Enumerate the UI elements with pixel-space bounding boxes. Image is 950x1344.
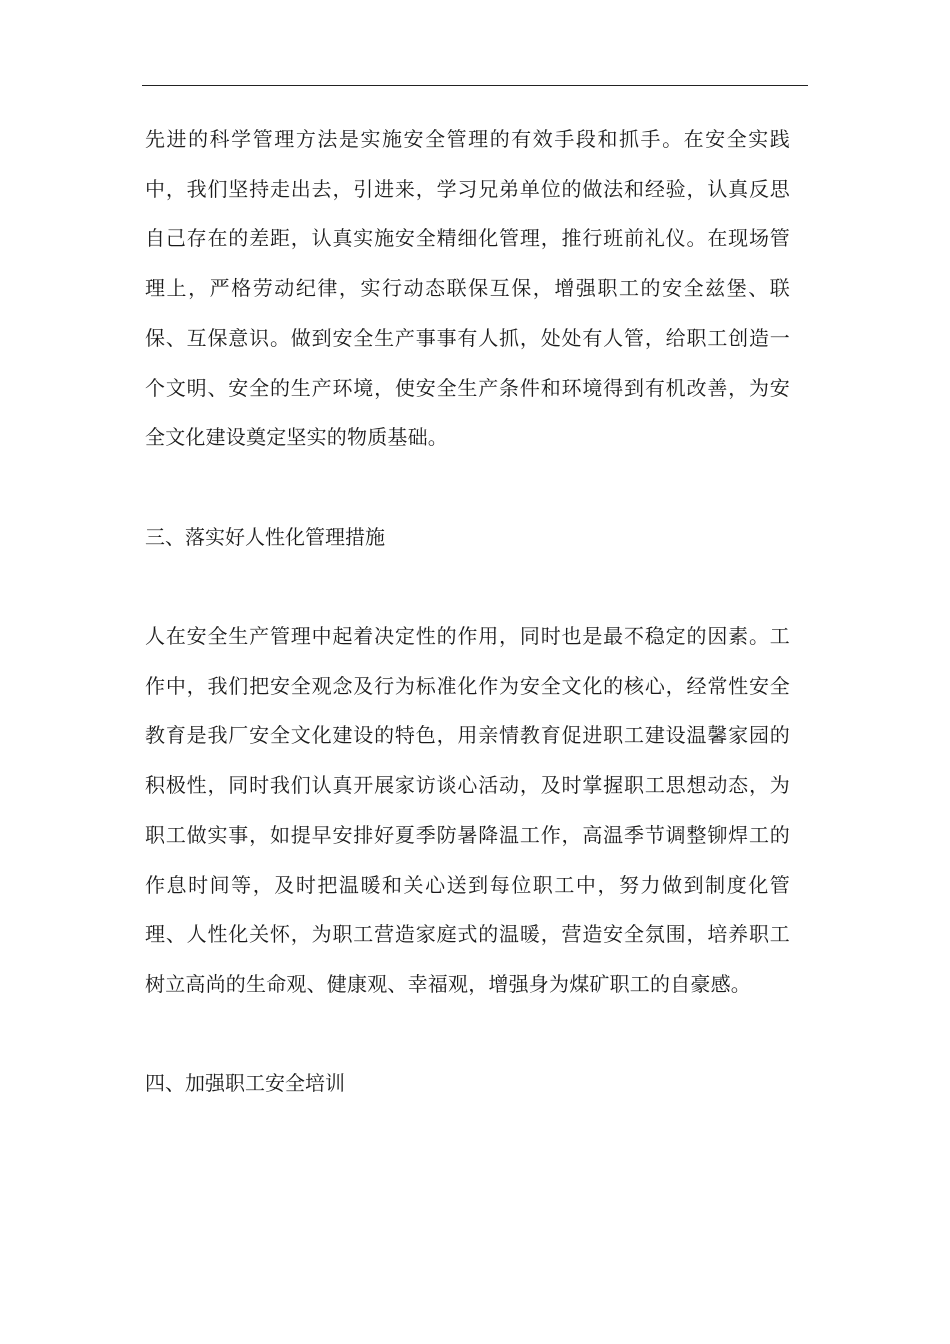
section-heading-3: 三、落实好人性化管理措施 [145,524,385,549]
section-heading-4: 四、加强职工安全培训 [145,1071,345,1096]
paragraph-spacer [145,1010,790,1060]
paragraph-spacer [145,562,790,612]
document-body [145,115,790,1109]
header-rule [142,85,808,86]
paragraph-spacer [145,463,790,513]
paragraph-management-methods: 先进的科学管理方法是实施安全管理的有效手段和抓手。在安全实践中，我们坚持走出去，引进来，学习兄弟单位的做法和经验，认真反思自己存在的差距，认真实施安全精细化管理，推行班前礼仪。在现场管理上，严格劳动纪律，实行动态联保互保，增强职工的安全兹堡、联保、互保意识。做到安全生产事事有人抓，处处有人管，给职工创造一个文明、安全的生产环境，使安全生产条件和环境得到有机改善，为安全文化建设奠定坚实的物质基础。 [145,127,790,450]
paragraph-humanized-management: 人在安全生产管理中起着决定性的作用，同时也是最不稳定的因素。工作中，我们把安全观念及行为标准化作为安全文化的核心，经常性安全教育是我厂安全文化建设的特色，用亲情教育促进职工建设温馨家园的积极性，同时我们认真开展家访谈心活动，及时掌握职工思想动态，为职工做实事，如提早安排好夏季防暑降温工作，高温季节调整铆焊工的作息时间等，及时把温暖和关心送到每位职工中，努力做到制度化管理、人性化关怀，为职工营造家庭式的温暖，营造安全氛围，培养职工树立高尚的生命观、健康观、幸福观，增强身为煤矿职工的自豪感。 [145,624,790,996]
